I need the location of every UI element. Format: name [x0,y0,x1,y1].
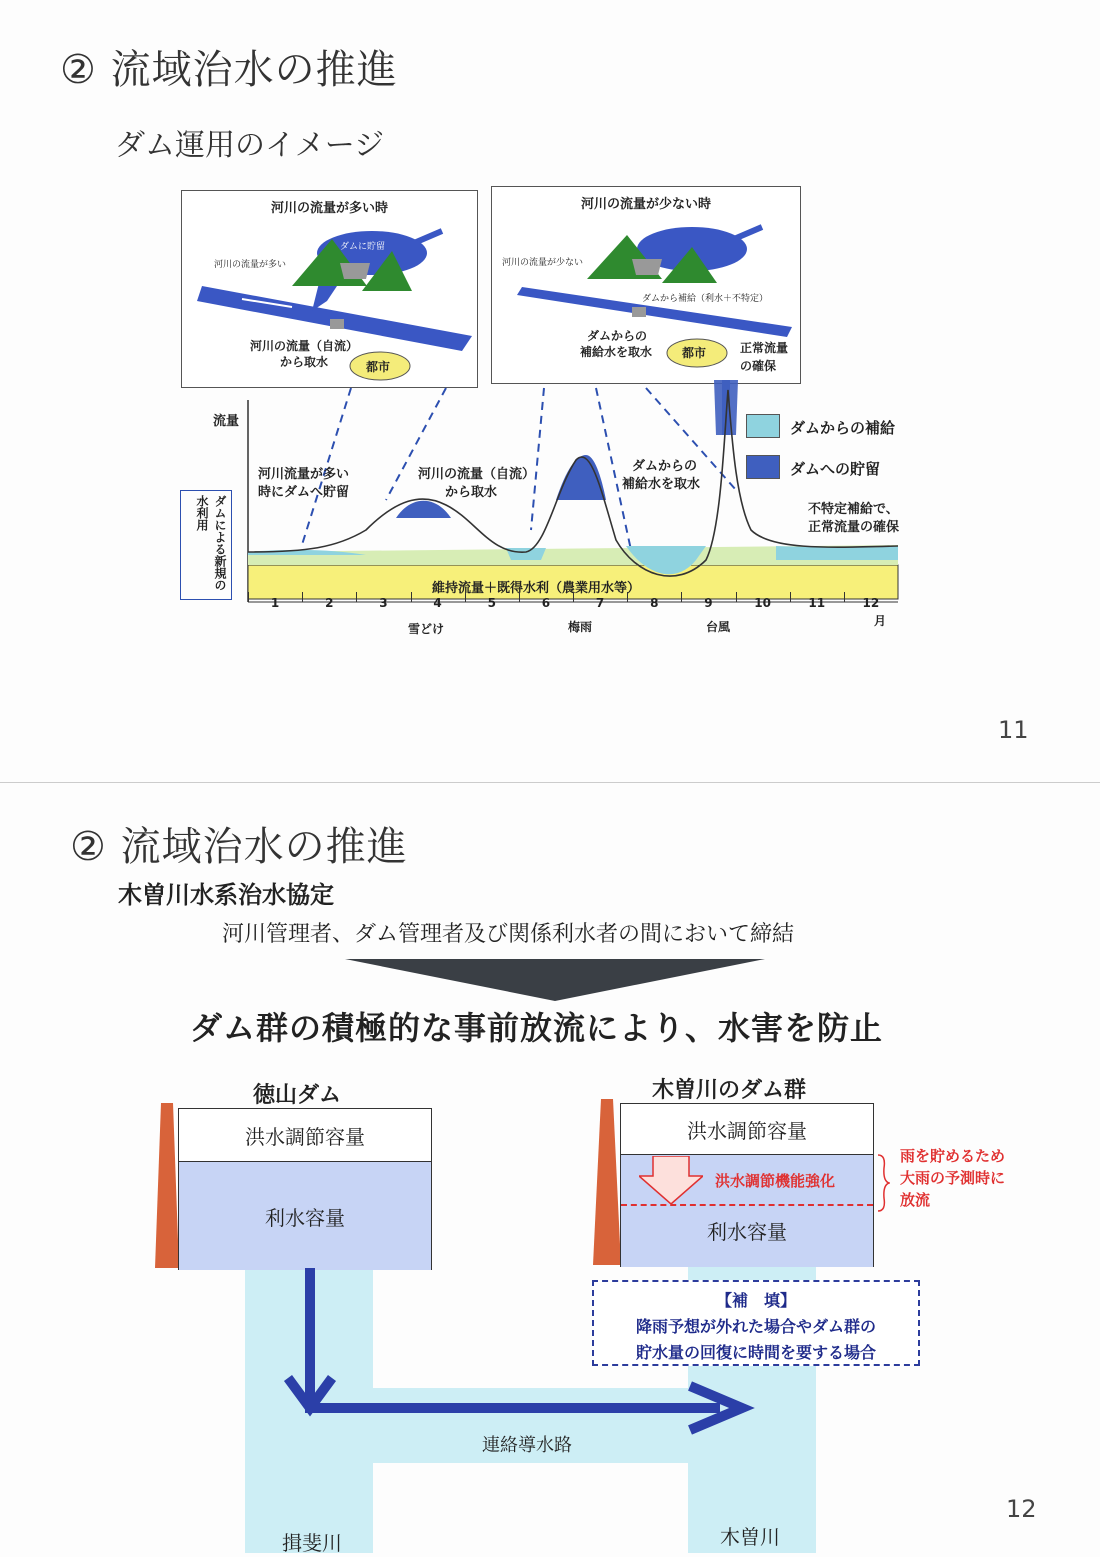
right-water-capacity: 利水容量 [707,1220,787,1244]
month-tick [681,592,682,602]
compensation-line-1: 降雨予想が外れた場合やダム群の [635,1317,876,1336]
agreement-description: 河川管理者、ダム管理者及び関係利水者の間において締結 [222,922,795,947]
dam-supply-label: ダムから補給（利水＋不特定） [642,294,769,304]
annotation-storage-2: 時にダムへ貯留 [258,485,350,500]
release-note-2: 大雨の予測時に [900,1169,1006,1187]
annotation-natural-1: 河川の流量（自流） [418,467,536,482]
new-water-use-label: ダムによる新規の水利用 [180,490,232,600]
right-flood-capacity: 洪水調節容量 [687,1118,807,1143]
dam-storage-label: ダムに貯留 [340,242,386,252]
transfer-arrow [280,1268,760,1448]
drawdown-arrow-icon [639,1156,703,1204]
month-label: 4 [433,596,442,610]
y-axis-label: 流量 [213,414,240,429]
flood-function-strengthen: 洪水調節機能強化 [715,1172,836,1190]
left-flood-capacity: 洪水調節容量 [245,1124,365,1149]
brace-icon [876,1153,890,1213]
legend-storage-swatch [746,455,780,479]
month-label: 6 [541,596,551,610]
month-label: 3 [379,596,388,610]
right-dam-wall [593,1099,621,1265]
month-label: 12 [862,596,880,610]
slide-title: ② 流域治水の推進 [60,47,398,93]
slide-title: ② 流域治水の推進 [70,824,408,870]
annotation-unspecified-2: 正常流量の確保 [808,520,900,535]
compensation-line-2: 貯水量の回復に時間を要する場合 [635,1343,876,1362]
panel-low-flow [491,186,801,384]
left-water-capacity: 利水容量 [179,1161,431,1270]
month-label: 10 [754,596,771,610]
slide-subtitle: ダム運用のイメージ [115,128,385,163]
kiso-river-label: 木曽川 [720,1525,780,1549]
page-number: 11 [998,716,1029,744]
month-label: 2 [325,596,334,610]
down-arrow-banner [345,957,765,1003]
city-label: 都市 [366,360,391,374]
season-snowmelt: 雪どけ [408,622,445,636]
month-tick [736,592,737,602]
month-tick [248,592,249,602]
intake-low-label-1: ダムからの [587,329,648,343]
month-tick [302,592,303,602]
intake-label-1: 河川の流量（自流） [250,339,359,353]
legend-storage-label: ダムへの貯留 [790,460,881,478]
season-typhoon: 台風 [706,620,731,634]
annotation-unspecified-1: 不特定補給で、 [808,502,899,517]
left-dam-name: 徳山ダム [253,1083,342,1108]
month-label: 8 [650,596,659,610]
month-label: 11 [808,596,826,610]
slide-12 [0,782,1100,1557]
release-note-3: 放流 [900,1191,931,1209]
river-low-label: 河川の流量が少ない [502,258,584,268]
river-high-label: 河川の流量が多い [214,260,287,270]
panel-title: 河川の流量が少ない時 [580,197,711,212]
month-tick [519,592,520,602]
month-label: 9 [704,596,713,610]
panel-title: 河川の流量が多い時 [270,201,388,216]
legend-supply-label: ダムからの補給 [790,419,896,437]
left-dam-reservoir [178,1108,432,1270]
headline: ダム群の積極的な事前放流により、水害を防止 [190,1009,884,1047]
right-dam-reservoir [620,1103,874,1267]
month-tick [573,592,574,602]
normal-flow-label-2: の確保 [740,359,777,373]
lowered-water-line [621,1204,873,1206]
month-axis [248,596,898,616]
city-label: 都市 [682,346,707,360]
month-tick [465,592,466,602]
month-tick [356,592,357,602]
month-unit: 月 [874,614,887,628]
compensation-title: 【補 填】 [715,1291,796,1310]
normal-flow-label-1: 正常流量 [740,341,789,355]
month-tick [627,592,628,602]
intake-low-label-2: 補給水を取水 [580,345,653,359]
left-dam-wall [155,1103,179,1268]
month-label: 5 [487,596,496,610]
annotation-supply-1: ダムからの [632,459,698,474]
annotation-supply-2: 補給水を取水 [622,477,701,492]
legend-supply-swatch [746,414,780,438]
ibi-river-label: 揖斐川 [282,1531,342,1555]
annotation-storage-1: 河川流量が多い [258,467,350,482]
base-flow-label: 維持流量＋既得水利（農業用水等） [432,581,641,596]
page-number: 12 [1006,1495,1037,1523]
agreement-title: 木曽川水系治水協定 [118,881,334,909]
connecting-channel-label: 連絡導水路 [482,1435,572,1456]
month-label: 1 [270,596,280,610]
month-tick [844,592,845,602]
intake-label-2: から取水 [280,355,329,369]
month-tick [411,592,412,602]
month-label: 7 [595,596,605,610]
panel-high-flow [181,190,478,388]
right-dam-name: 木曽川のダム群 [652,1078,807,1103]
release-note-1: 雨を貯めるため [900,1147,1006,1165]
season-rainy: 梅雨 [568,620,593,634]
month-tick [790,592,791,602]
high-flow-illustration [182,191,477,387]
annotation-natural-2: から取水 [445,485,498,500]
